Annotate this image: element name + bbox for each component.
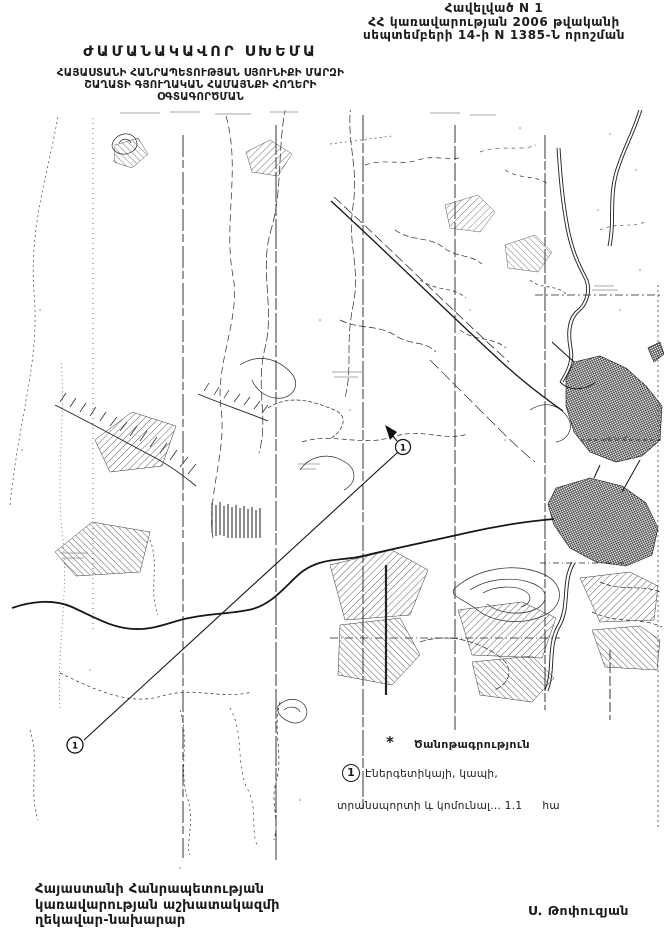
scan-noise (21, 127, 641, 869)
page-subtitle-line3: ՕԳՏԱԳՈՐԾՄԱՆ (157, 91, 244, 103)
footer-line2: կառավարության աշխատակազմի (35, 897, 280, 913)
tiny-map-labels (60, 112, 628, 558)
footer-line3: ղեկավար-նախարար (35, 913, 186, 928)
appendix-header (326, 2, 662, 43)
map-canvas (0, 110, 664, 870)
legend-item-line1: Էներգետիկայի, կապի, (365, 768, 498, 780)
map-marker-number: 1 (399, 443, 407, 454)
page-subtitle-line2: ՇԱՂԱՏԻ ԳՅՈՒՂԱԿԱՆ ՀԱՄԱՅՆՔԻ ՀՈՂԵՐԻ (84, 79, 317, 91)
settlement-areas (548, 342, 664, 566)
appendix-header-line2: ՀՀ կառավարության 2006 թվականի (368, 14, 620, 29)
page-subtitle-line1: ՀԱՅԱՍՏԱՆԻ ՀԱՆՐԱՊԵՏՈՒԹՅԱՆ ՍՅՈՒՆԻՔԻ ՄԱՐԶԻ (56, 67, 345, 79)
origin-marker-number: 1 (71, 741, 79, 752)
asterisk-icon: * (386, 733, 394, 751)
legend-item-line2-text: տրանսպորտի և կոմունալ... 1.1 (337, 800, 523, 812)
signature-name: Ս. Թոփուզյան (528, 903, 629, 918)
appendix-header-line1: Հավելված N 1 (444, 1, 544, 15)
legend-item-unit: հա (542, 800, 560, 812)
footer-office-block (35, 882, 280, 929)
page-title: ԺԱՄԱՆԱԿԱՎՈՐ ՍԽԵՄԱ (83, 44, 318, 60)
appendix-header-line3: սեպտեմբերի 14-ի N 1385-Ն որոշման (362, 28, 626, 42)
marker-arrow-icon (385, 425, 397, 440)
contour-lines (10, 110, 662, 855)
origin-marker (67, 737, 83, 753)
legend-note-label: Ծանոթագրություն (414, 738, 531, 751)
legend-item-line2 (337, 800, 560, 812)
page-title-block (28, 44, 373, 103)
circled-one-icon: 1 (342, 764, 360, 782)
footer-line1: Հայաստանի Հանրապետության (35, 882, 265, 897)
map-marker (385, 425, 411, 455)
